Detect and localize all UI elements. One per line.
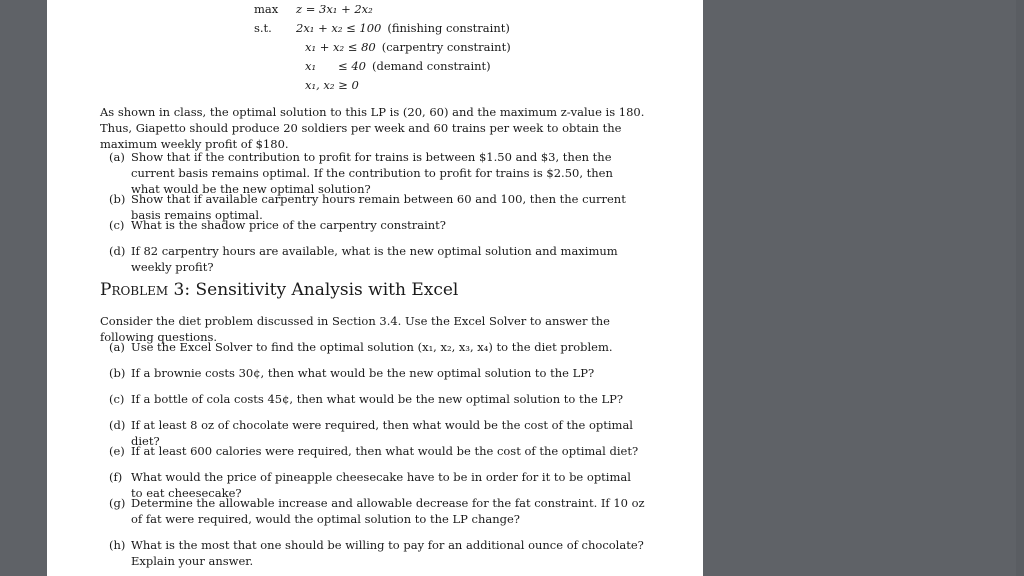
list-item	[109, 365, 645, 381]
item-text: If a bottle of cola costs 45¢, then what would be the new optimal solution to the LP?	[131, 392, 624, 406]
heading-title: Sensitivity Analysis with Excel	[195, 280, 459, 300]
list-item	[109, 537, 645, 569]
list-item	[109, 243, 645, 275]
section-heading	[100, 279, 458, 301]
item-text: What would the price of pineapple cheesecake have to be in order for it to be optimal to eat cheesecake?	[131, 470, 631, 500]
item-label: (c)	[109, 218, 125, 232]
lp-expression: x₁ + x₂ ≤ 80	[305, 40, 376, 54]
lp-row	[254, 38, 511, 57]
lp-expression: x₁, x₂ ≥ 0	[305, 78, 359, 92]
item-text: Show that if the contribution to profit for trains is between $1.50 and $3, then the current basis remains optimal. If the contribution to profit for trains is $2.50, then what would be the new optimal solution?	[131, 150, 613, 196]
lp-row	[254, 57, 511, 76]
lp-label: s.t.	[254, 21, 272, 35]
document-page	[47, 0, 703, 576]
list-item	[109, 149, 645, 197]
vertical-scrollbar[interactable]	[1016, 0, 1024, 576]
lp-row	[254, 19, 511, 38]
list-item	[109, 339, 645, 355]
viewer-background	[703, 0, 1024, 576]
list-item	[109, 443, 645, 459]
item-text: If 82 carpentry hours are available, what is the new optimal solution and maximum weekly profit?	[131, 244, 618, 274]
lp-note: (carpentry constraint)	[381, 40, 511, 54]
item-text: Show that if available carpentry hours remain between 60 and 100, then the current basis remains optimal.	[131, 192, 626, 222]
lp-expression: z = 3x₁ + 2x₂	[296, 2, 373, 16]
intro-paragraph: As shown in class, the optimal solution to this LP is (20, 60) and the maximum z-value is 180. Thus, Giapetto should produce 20 soldiers per week and 60 trains per week to obtain the maximum weekly profit of $180.	[100, 105, 645, 151]
lp-expression: 2x₁ + x₂ ≤ 100	[296, 21, 382, 35]
list-item	[109, 217, 645, 233]
item-label: (b)	[109, 192, 126, 206]
lp-note: (finishing constraint)	[387, 21, 510, 35]
item-label: (f)	[109, 470, 123, 484]
item-label: (b)	[109, 366, 126, 380]
item-label: (a)	[109, 150, 125, 164]
item-label: (g)	[109, 496, 126, 510]
lp-row	[254, 0, 511, 19]
list-item	[109, 391, 645, 407]
item-text: What is the most that one should be willing to pay for an additional ounce of chocolate? Explain your answer.	[131, 538, 644, 568]
item-label: (h)	[109, 538, 126, 552]
item-label: (e)	[109, 444, 125, 458]
lp-formulation	[254, 0, 511, 95]
lp-label: max	[254, 2, 279, 16]
item-text: If at least 8 oz of chocolate were required, then what would be the cost of the optimal diet?	[131, 418, 633, 448]
lp-label	[254, 38, 296, 57]
lp-label	[254, 57, 296, 76]
item-text: If at least 600 calories were required, then what would be the cost of the optimal diet?	[131, 444, 639, 458]
lp-expression: x₁ ≤ 40	[305, 59, 366, 73]
item-text: If a brownie costs 30¢, then what would be the new optimal solution to the LP?	[131, 366, 595, 380]
item-text: Determine the allowable increase and allowable decrease for the fat constraint. If 10 oz of fat were required, would the optimal solution to the LP change?	[131, 496, 645, 526]
item-text: What is the shadow price of the carpentry constraint?	[131, 218, 446, 232]
item-label: (d)	[109, 244, 126, 258]
item-label: (a)	[109, 340, 125, 354]
item-label: (d)	[109, 418, 126, 432]
problem3-intro: Consider the diet problem discussed in Section 3.4. Use the Excel Solver to answer the following questions.	[100, 314, 610, 344]
list-item	[109, 495, 645, 527]
heading-prefix: Problem 3:	[100, 280, 191, 300]
item-label: (c)	[109, 392, 125, 406]
lp-row	[254, 76, 511, 95]
item-text: Use the Excel Solver to find the optimal solution (x₁, x₂, x₃, x₄) to the diet problem.	[131, 340, 613, 354]
lp-label	[254, 76, 296, 95]
lp-note: (demand constraint)	[371, 59, 491, 73]
